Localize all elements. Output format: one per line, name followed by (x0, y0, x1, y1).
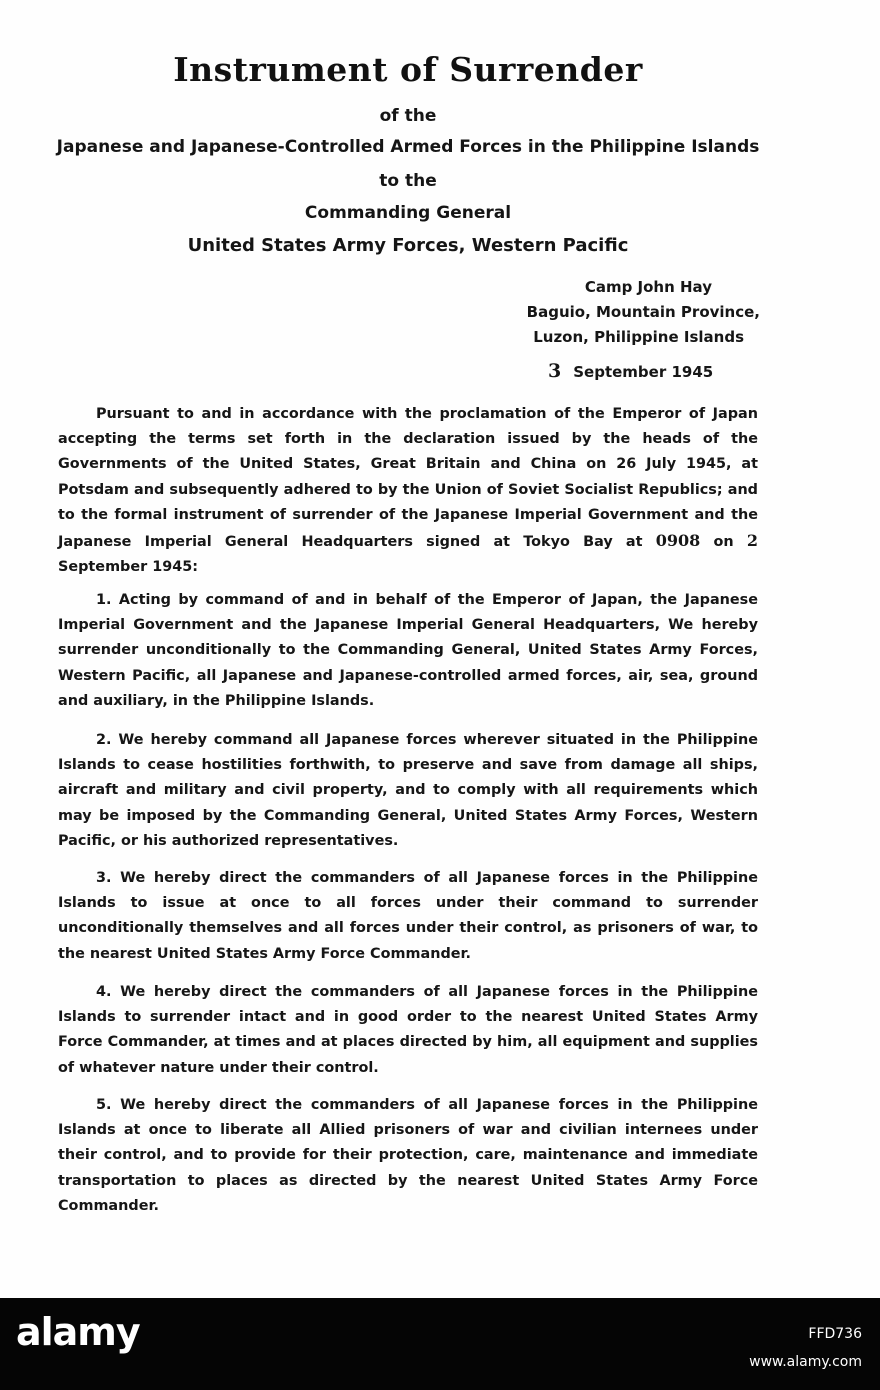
date-month-year: September 1945 (573, 363, 714, 381)
article-paragraph: 2. We hereby command all Japanese forces wherever situated in the Philippine Islands to cease hostilities forthwith, to preserve and save from damage all ships, aircraft and military and civil property, and to comply with all requirements which may be imposed by the Commanding General, United States Army Forces, Western Pacific, or his authorized representatives. (58, 732, 758, 849)
document-date (548, 360, 713, 382)
heading-line: to the (379, 171, 437, 191)
preamble-text: Pursuant to and in accordance with the proclamation of the Emperor of Japan accepting the terms set forth in the declaration issued by the heads of the Governments of the United States, Great Britain and China on 26 July 1945, at Potsdam and subsequently adhered to by the Union of Soviet Socialist Republics; and to the formal instrument of surrender of the Japanese Imperial Government and the Japanese Imperial General Headquarters signed at Tokyo Bay at (58, 406, 758, 551)
alamy-logo: alamy (16, 1310, 140, 1354)
place-line: Baguio, Mountain Province, (526, 303, 760, 321)
article-paragraph: 3. We hereby direct the commanders of all Japanese forces in the Philippine Islands to issue at once to all forces under their command to surrender unconditionally themselves and all forces under their control, as prisoners of war, to the nearest United States Army Force Commander. (58, 870, 758, 962)
handwritten-time: 0908 (655, 531, 701, 551)
article-paragraph: 4. We hereby direct the commanders of all Japanese forces in the Philippine Islands to surrender intact and in good order to the nearest United States Army Force Commander, at times and at places directed by him, all equipment and supplies of whatever nature under their control. (58, 984, 758, 1076)
article-paragraph: 1. Acting by command of and in behalf of the Emperor of Japan, the Japanese Imperial Government and the Japanese Imperial General Headquarters, We hereby surrender unconditionally to the Commanding General, United States Army Forces, Western Pacific, all Japanese and Japanese-controlled armed forces, air, sea, ground and auxiliary, in the Philippine Islands. (58, 592, 758, 709)
article-paragraph: 5. We hereby direct the commanders of all Japanese forces in the Philippine Islands at once to liberate all Allied prisoners of war and civilian internees under their control, and to provide for their protection, care, maintenance and immediate transportation to places as directed by the nearest United States Army Force Commander. (58, 1097, 758, 1214)
watermark-footer (0, 1298, 880, 1390)
heading-line: Commanding General (304, 203, 512, 223)
place-line: Camp John Hay (584, 278, 712, 296)
image-id: FFD736 (808, 1326, 862, 1342)
preamble-connector: on (713, 534, 734, 551)
footer-url: www.alamy.com (749, 1354, 862, 1370)
handwritten-day: 2 (746, 531, 758, 551)
place-line: Luzon, Philippine Islands (533, 328, 744, 346)
handwritten-date-day: 3 (548, 360, 562, 382)
document-title: Instrument of Surrender (173, 50, 643, 89)
heading-line: of the (379, 106, 437, 126)
heading-line: Japanese and Japanese-Controlled Armed Forces in the Philippine Islands (56, 137, 760, 157)
preamble-paragraph (58, 402, 758, 580)
heading-line: United States Army Forces, Western Pacific (187, 235, 629, 256)
preamble-end: September 1945: (58, 559, 199, 576)
